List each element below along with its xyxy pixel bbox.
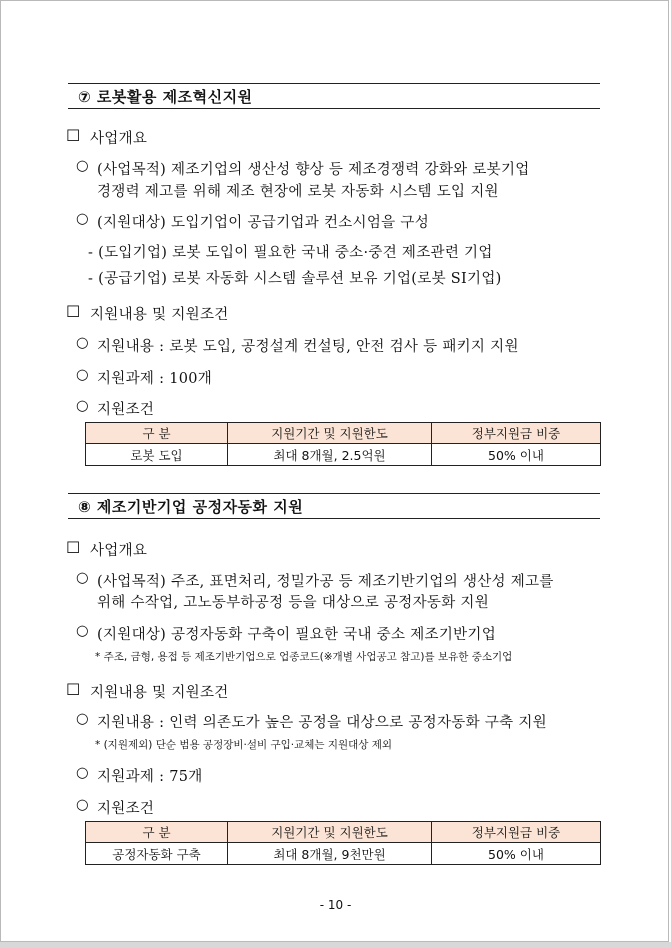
circle-bullet-icon: ○	[76, 158, 89, 174]
section-7-purpose-line2: 경쟁력 제고를 위해 제조 현장에 로봇 자동화 시스템 도입 지원	[97, 184, 499, 200]
section-8-target-note: * 주조, 금형, 용접 등 제조기반기업으로 업종코드(※개별 사업공고 참고)를 보유한 중소기업	[95, 651, 513, 663]
circle-bullet-icon: ○	[76, 398, 89, 414]
square-bullet-icon: ☐	[66, 126, 81, 145]
square-bullet-icon: ☐	[66, 680, 81, 699]
table-header-period: 지원기간 및 지원한도	[228, 423, 432, 444]
section-7-tasks: 지원과제 : 100개	[97, 371, 213, 387]
section-8-target: (지원대상) 공정자동화 구축이 필요한 국내 중소 제조기반기업	[97, 627, 497, 643]
section-7-purpose-line1: (사업목적) 제조기업의 생산성 향상 등 제조경쟁력 강화와 로봇기업	[97, 162, 530, 178]
section-7-conditions: 지원조건	[97, 402, 155, 418]
square-bullet-icon: ☐	[66, 302, 81, 321]
table-row	[86, 444, 601, 466]
section-7-conditions-table	[85, 422, 601, 466]
square-bullet-icon: ☐	[66, 538, 81, 557]
section-8-content-note: * (지원제외) 단순 범용 공정장비·설비 구입·교체는 지원대상 제외	[95, 739, 393, 751]
table-header-category: 구 분	[86, 423, 228, 444]
circle-bullet-icon: ○	[76, 570, 89, 586]
circle-bullet-icon: ○	[76, 797, 89, 813]
table-header-ratio: 정부지원금 비중	[432, 423, 601, 444]
page-bottom-strip	[0, 942, 671, 948]
section-8-title-bar	[68, 493, 600, 519]
circle-bullet-icon: ○	[76, 623, 89, 639]
page-number: - 10 -	[319, 898, 352, 912]
table-row	[86, 843, 601, 865]
section-8-conditions: 지원조건	[97, 801, 155, 817]
section-8-support-heading: 지원내용 및 지원조건	[90, 685, 229, 701]
table-cell-ratio: 50% 이내	[432, 444, 601, 466]
section-7-support-heading: 지원내용 및 지원조건	[90, 307, 229, 323]
section-8-content: 지원내용 : 인력 의존도가 높은 공정을 대상으로 공정자동화 구축 지원	[97, 715, 547, 731]
table-cell-ratio: 50% 이내	[432, 843, 601, 865]
section-7-overview-heading: 사업개요	[90, 131, 148, 147]
section-7-dash-2: - (공급기업) 로봇 자동화 시스템 솔루션 보유 기업(로봇 SI기업)	[88, 271, 502, 287]
table-header-period: 지원기간 및 지원한도	[228, 822, 432, 843]
circle-bullet-icon: ○	[76, 367, 89, 383]
section-8-purpose-line1: (사업목적) 주조, 표면처리, 정밀가공 등 제조기반기업의 생산성 제고를	[97, 574, 554, 590]
table-header-row	[86, 423, 601, 444]
section-7-dash-1: - (도입기업) 로봇 도입이 필요한 국내 중소·중견 제조관련 기업	[88, 245, 493, 261]
section-8-title: ⑧ 제조기반기업 공정자동화 지원	[78, 498, 304, 516]
table-header-row	[86, 822, 601, 843]
section-8-overview-heading: 사업개요	[90, 543, 148, 559]
section-7-target: (지원대상) 도입기업이 공급기업과 컨소시엄을 구성	[97, 215, 429, 231]
table-header-category: 구 분	[86, 822, 228, 843]
table-header-ratio: 정부지원금 비중	[432, 822, 601, 843]
section-7-title-bar	[68, 83, 600, 109]
section-7-content: 지원내용 : 로봇 도입, 공정설계 컨설팅, 안전 검사 등 패키지 지원	[97, 339, 519, 355]
section-7-title: ⑦ 로봇활용 제조혁신지원	[78, 88, 253, 106]
table-cell-period: 최대 8개월, 9천만원	[228, 843, 432, 865]
section-8-purpose-line2: 위해 수작업, 고노동부하공정 등을 대상으로 공정자동화 지원	[97, 595, 490, 611]
section-8-tasks: 지원과제 : 75개	[97, 769, 203, 785]
table-cell-category: 공정자동화 구축	[86, 843, 228, 865]
section-8-conditions-table	[85, 821, 601, 865]
circle-bullet-icon: ○	[76, 765, 89, 781]
circle-bullet-icon: ○	[76, 335, 89, 351]
table-cell-category: 로봇 도입	[86, 444, 228, 466]
circle-bullet-icon: ○	[76, 211, 89, 227]
table-cell-period: 최대 8개월, 2.5억원	[228, 444, 432, 466]
circle-bullet-icon: ○	[76, 711, 89, 727]
